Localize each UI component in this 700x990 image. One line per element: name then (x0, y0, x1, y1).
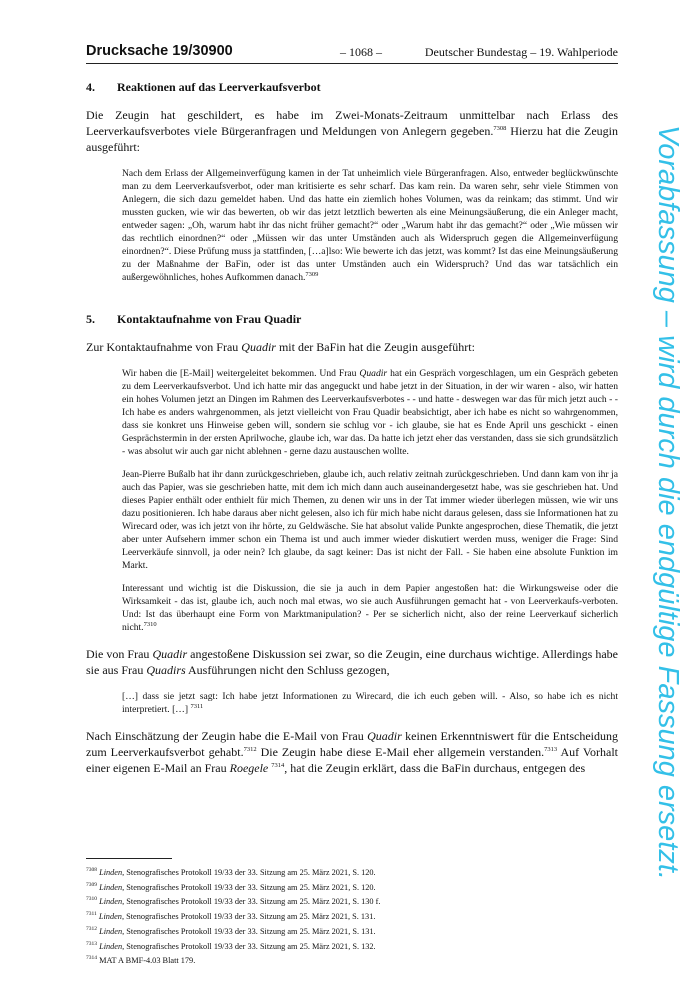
footnote-number: 7309 (86, 881, 97, 888)
person-name: Quadir (241, 340, 276, 354)
footnote-ref[interactable]: 7310 (143, 620, 157, 628)
preliminary-version-watermark (652, 125, 684, 880)
footnote (86, 895, 618, 910)
paragraph-discussion-b: angestoßene Diskussion sei zwar, so die Zeugin, eine durchaus wichtige. Allerdings habe sie aus Frau (86, 647, 618, 677)
footnote-author: Linden (99, 941, 123, 951)
quote-3-text: […] dass sie jetzt sagt: Ich habe jetzt Informationen zu Wirecard, die ich euch geben will. - Also, so habe ich es nicht interpretiert. […] (122, 691, 618, 715)
quote-2-para-3-text: Interessant und wichtig ist die Diskussion, die sie ja auch in dem Papier angestoßen hat: die Wirkungsweise oder die Wirksamkeit - das ist, glaube ich, auch noch mal etwas, wo sie auch Ausführungen gemacht hat - von Leerverkaufs-verboten. Und: Ist das überhaupt eine Form von Marktmanipulation? - Per se sicherlich nicht, also der reine Leerverkauf sicherlich nicht. (122, 583, 618, 633)
footnote-number: 7308 (86, 867, 97, 874)
page-number: – 1068 – (340, 45, 382, 59)
section-4-intro-text: Die Zeugin hat geschildert, es habe im Zwei-Monats-Zeitraum unmittelbar nach Erlass des Leerverkaufsverbotes viele Bürgeranfragen und Meldungen von Anlegern gegeben. (86, 108, 618, 138)
footnote-number: 7311 (86, 911, 97, 918)
section-5-number: 5. (86, 312, 95, 326)
person-name: Quadirs (146, 663, 186, 677)
quote-1-text: Nach dem Erlass der Allgemeinverfügung kamen in der Tat unheimlich viele Bürgeranfragen. Also, entweder beglückwünschte man zu dem Leerverkaufsverbot, oder man kritisierte es sehr scharf. Das kam rein. Da waren sehr, sehr viele Stimmen von Anlegern, die sich dazu gemeldet haben. Und das hatte ein ziemlich hohes Volumen, was da reinkam; das stimmt. Und wir mussten gucken, wie wir das bewerten, ob wir das jetzt letztlich bewerten als eine Meinungsäußerung, die ein Anleger macht, entweder sagen: „Oh, warum habt ihr das nicht früher gemacht?“ oder „Warum habt ihr das gemacht?“ oder „Wie müssen wir das rechtlich einordnen?“ oder „Müssen wir das unter Umständen auch als Widerspruch gegen die Allgemeinverfügung einordnen?“. Diese Prüfung muss ja stattfinden, […a]lso: Wie bewerte ich das jetzt, was kommt? Ist das eine Meinungsäußerung zu der Maßnahme der BaFin, oder ist das unter Umständen auch ein Widerspruch? Und das war tatsächlich ein außergewöhnliches, hohes Aufkommen danach. (122, 168, 618, 283)
paragraph-assessment-b: keinen Erkenntniswert für die Entscheidung zum Leerverkaufsverbot gehabt. (86, 729, 618, 759)
document-id-prefix: Drucksache 19/ (86, 43, 193, 59)
section-5-title: Kontaktaufnahme von Frau Quadir (117, 312, 302, 326)
footnote-text: , Stenografisches Protokoll 19/33 der 33. Sitzung am 25. März 2021, S. 120. (122, 882, 376, 892)
paragraph-discussion-a: Die von Frau (86, 647, 153, 661)
footnotes (86, 866, 618, 969)
quote-2-para-1 (122, 367, 618, 458)
quote-2-para-2: Jean-Pierre Bußalb hat ihr dann zurückgeschrieben, glaube ich, auch relativ zeitnah zurückgeschrieben. Und dann kam von ihr ja auch das Papier, was sie geschrieben hatte, mit dem ich mich dann auch auseinandergesetzt habe, was sie geschrieben hat. Und dieses Papier enthält oder enthielt für mich Themen, zu denen wir uns in der Tat immer wieder überlegen müssen, wie wir uns dazu positionieren. Ich habe daraus aber nicht gelesen, also ich für mich habe nicht daraus gelesen, dass sie Informationen hat zu Wirecard oder, was ich jetzt von ihr hörte, zu Geldwäsche. Sie hat absolut valide Punkte angesprochen, diese Thematik, die jetzt aber unter Aufsehern immer schon ein Thema ist und auch immer wieder diskutiert werden muss, weniger die Frage: Sind Leerverkäufe sinnvoll, ja oder nein? Ich glaube, da sagt keiner: Das ist nicht der Fall. - Sie haben eine absolute Funktion im Markt. (122, 469, 618, 571)
quote-3 (122, 690, 618, 716)
quote-2-para-3 (122, 582, 618, 634)
paragraph-discussion (86, 646, 618, 678)
footnote-text: MAT A BMF-4.03 Blatt 179. (99, 956, 196, 966)
footnote (86, 954, 618, 969)
page-body (86, 68, 618, 776)
footnote-author: Linden (99, 897, 123, 907)
footnote-ref[interactable]: 7313 (544, 746, 558, 753)
section-4-number: 4. (86, 80, 95, 94)
footnote-text: , Stenografisches Protokoll 19/33 der 33. Sitzung am 25. März 2021, S. 132. (122, 941, 376, 951)
paragraph-assessment-c: Die Zeugin habe diese E-Mail eher allgemein verstanden. (256, 745, 545, 759)
paragraph-assessment (86, 728, 618, 776)
watermark-text: Vorabfassung – wird durch die endgültige Fassung ersetzt. (652, 125, 684, 880)
document-id-number: 30900 (192, 43, 233, 59)
footnote-ref[interactable]: 7309 (305, 270, 319, 278)
footnote-author: Linden (99, 868, 123, 877)
paragraph-assessment-d: Auf Vorhalt einer eigenen E-Mail an Frau (86, 745, 618, 775)
paragraph-assessment-a: Nach Einschätzung der Zeugin habe die E-Mail von Frau (86, 729, 368, 743)
footnote-author: Linden (99, 882, 123, 892)
paragraph-assessment-e: , hat die Zeugin erklärt, dass die BaFin durchaus, entgegen des (284, 761, 586, 775)
person-name: Roegele (229, 761, 269, 775)
footnote-text: , Stenografisches Protokoll 19/33 der 33. Sitzung am 25. März 2021, S. 131. (121, 912, 376, 922)
document-id (86, 43, 233, 59)
footnote (86, 881, 618, 896)
footnote-number: 7312 (86, 926, 97, 933)
quote-1 (122, 167, 618, 284)
quote-2-para-1-b: hat ein Gespräch vorgeschlagen, um ein Gespräch gebeten zu dem Leerverkaufsverbot. Und ich hatte mir das angeguckt und habe jetzt in der Situation, in der wir waren - also, wir hatten ein hohes Volumen jetzt an Dingen im Rahmen des Leerverkaufsverbotes - - und hatte - deswegen war das für mich jetzt auch - - Ich habe es anders wahrgenommen, als jetzt vielleicht von Frau Quadir beabsichtigt, aber ich habe es nicht so wahrgenommen, dass sie konkret uns Hinweise geben will, sondern sie schlug vor - ich glaube, sie hat es Ende April uns geschickt - einen Gesprächstermin in der ersten Aprilwoche, glaube ich, war das. Da hatte ich jetzt eher das verstanden, dass sie sich grundsätzlich - was absolut wir auch gar nicht ablehnen - gerne dazu austauschen wollte. (122, 368, 618, 457)
footnote (86, 940, 618, 955)
footnote-author: Linden (99, 926, 123, 936)
person-name: Quadir (359, 368, 388, 379)
section-4-title: Reaktionen auf das Leerverkaufsverbot (117, 80, 321, 94)
footnote-divider (86, 858, 172, 859)
footnote-text: , Stenografisches Protokoll 19/33 der 33. Sitzung am 25. März 2021, S. 131. (122, 926, 376, 936)
publisher: Deutscher Bundestag – 19. Wahlperiode (424, 45, 618, 59)
section-4-intro (86, 107, 618, 155)
footnote-ref[interactable]: 7312 (243, 746, 257, 753)
paragraph-discussion-c: Ausführungen nicht den Schluss gezogen, (185, 663, 390, 677)
footnote (86, 925, 618, 940)
footnote-ref[interactable]: 7314 (271, 762, 285, 769)
person-name: Quadir (152, 647, 188, 661)
footnote-author: Linden (98, 912, 122, 922)
footnote (86, 866, 618, 881)
section-5-intro (86, 339, 618, 355)
footnote-number: 7313 (86, 940, 97, 947)
section-5-intro-b: mit der BaFin hat die Zeugin ausgeführt: (275, 340, 475, 354)
section-5-heading (86, 312, 618, 327)
footnote-text: , Stenografisches Protokoll 19/33 der 33. Sitzung am 25. März 2021, S. 130 f. (122, 897, 381, 907)
section-4-heading (86, 80, 618, 95)
quote-2-para-1-a: Wir haben die [E-Mail] weitergeleitet bekommen. Und Frau (122, 368, 360, 379)
footnote-ref[interactable]: 7308 (493, 125, 507, 132)
footnote (86, 910, 618, 925)
footnote-number: 7314 (86, 955, 97, 962)
footnote-number: 7310 (86, 896, 97, 903)
section-4-intro-tail: Hierzu hat die Zeugin ausgeführt: (86, 124, 618, 154)
quote-2 (122, 367, 618, 634)
person-name: Quadir (367, 729, 402, 743)
footnote-ref[interactable]: 7311 (190, 702, 204, 710)
footnote-text: , Stenografisches Protokoll 19/33 der 33. Sitzung am 25. März 2021, S. 120. (122, 868, 376, 877)
page-header (86, 43, 618, 64)
section-5-intro-a: Zur Kontaktaufnahme von Frau (86, 340, 242, 354)
